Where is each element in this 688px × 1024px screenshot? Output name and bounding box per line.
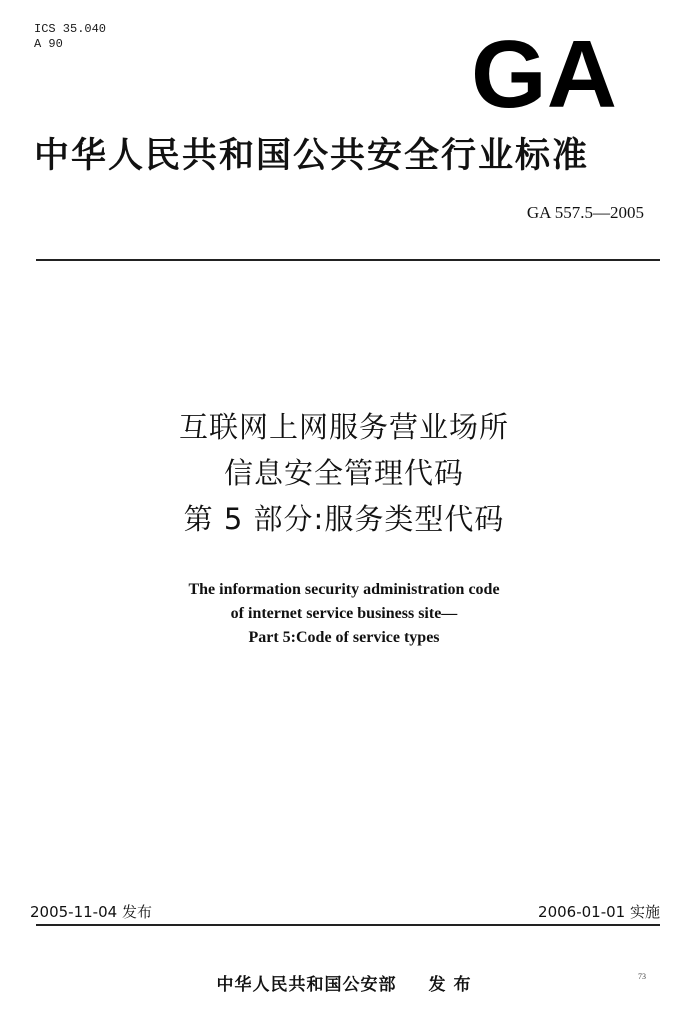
english-title	[0, 578, 688, 650]
chinese-title-line-2: 信息安全管理代码	[223, 456, 464, 490]
chinese-title-line-3: 第 5 部分:服务类型代码	[183, 502, 505, 536]
footer-divider	[36, 924, 660, 926]
logo-text: GA	[471, 33, 617, 109]
ga-logo	[470, 33, 618, 109]
standard-category-title: 中华人民共和国公共安全行业标准	[34, 136, 590, 176]
english-title-line-1: The information security administration code	[188, 581, 500, 598]
english-title-line-2: of internet service business site—	[230, 605, 458, 622]
publisher-name: 中华人民共和国公安部	[216, 975, 397, 995]
chinese-title-line-1: 互联网上网服务营业场所	[178, 410, 509, 444]
chinese-title	[0, 404, 688, 542]
ccs-code: A 90	[34, 37, 63, 51]
issue-date: 2005-11-04 发布	[30, 903, 152, 921]
classification-codes	[34, 22, 106, 52]
standard-number: GA 557.5—2005	[526, 203, 644, 222]
implementation-date: 2006-01-01 实施	[538, 903, 660, 921]
header-divider	[36, 259, 660, 261]
page-mark: 73	[638, 972, 646, 981]
publish-action: 发 布	[428, 975, 472, 995]
ics-code: ICS 35.040	[34, 22, 107, 36]
publisher-line	[0, 970, 688, 995]
english-title-line-3: Part 5:Code of service types	[248, 629, 440, 646]
